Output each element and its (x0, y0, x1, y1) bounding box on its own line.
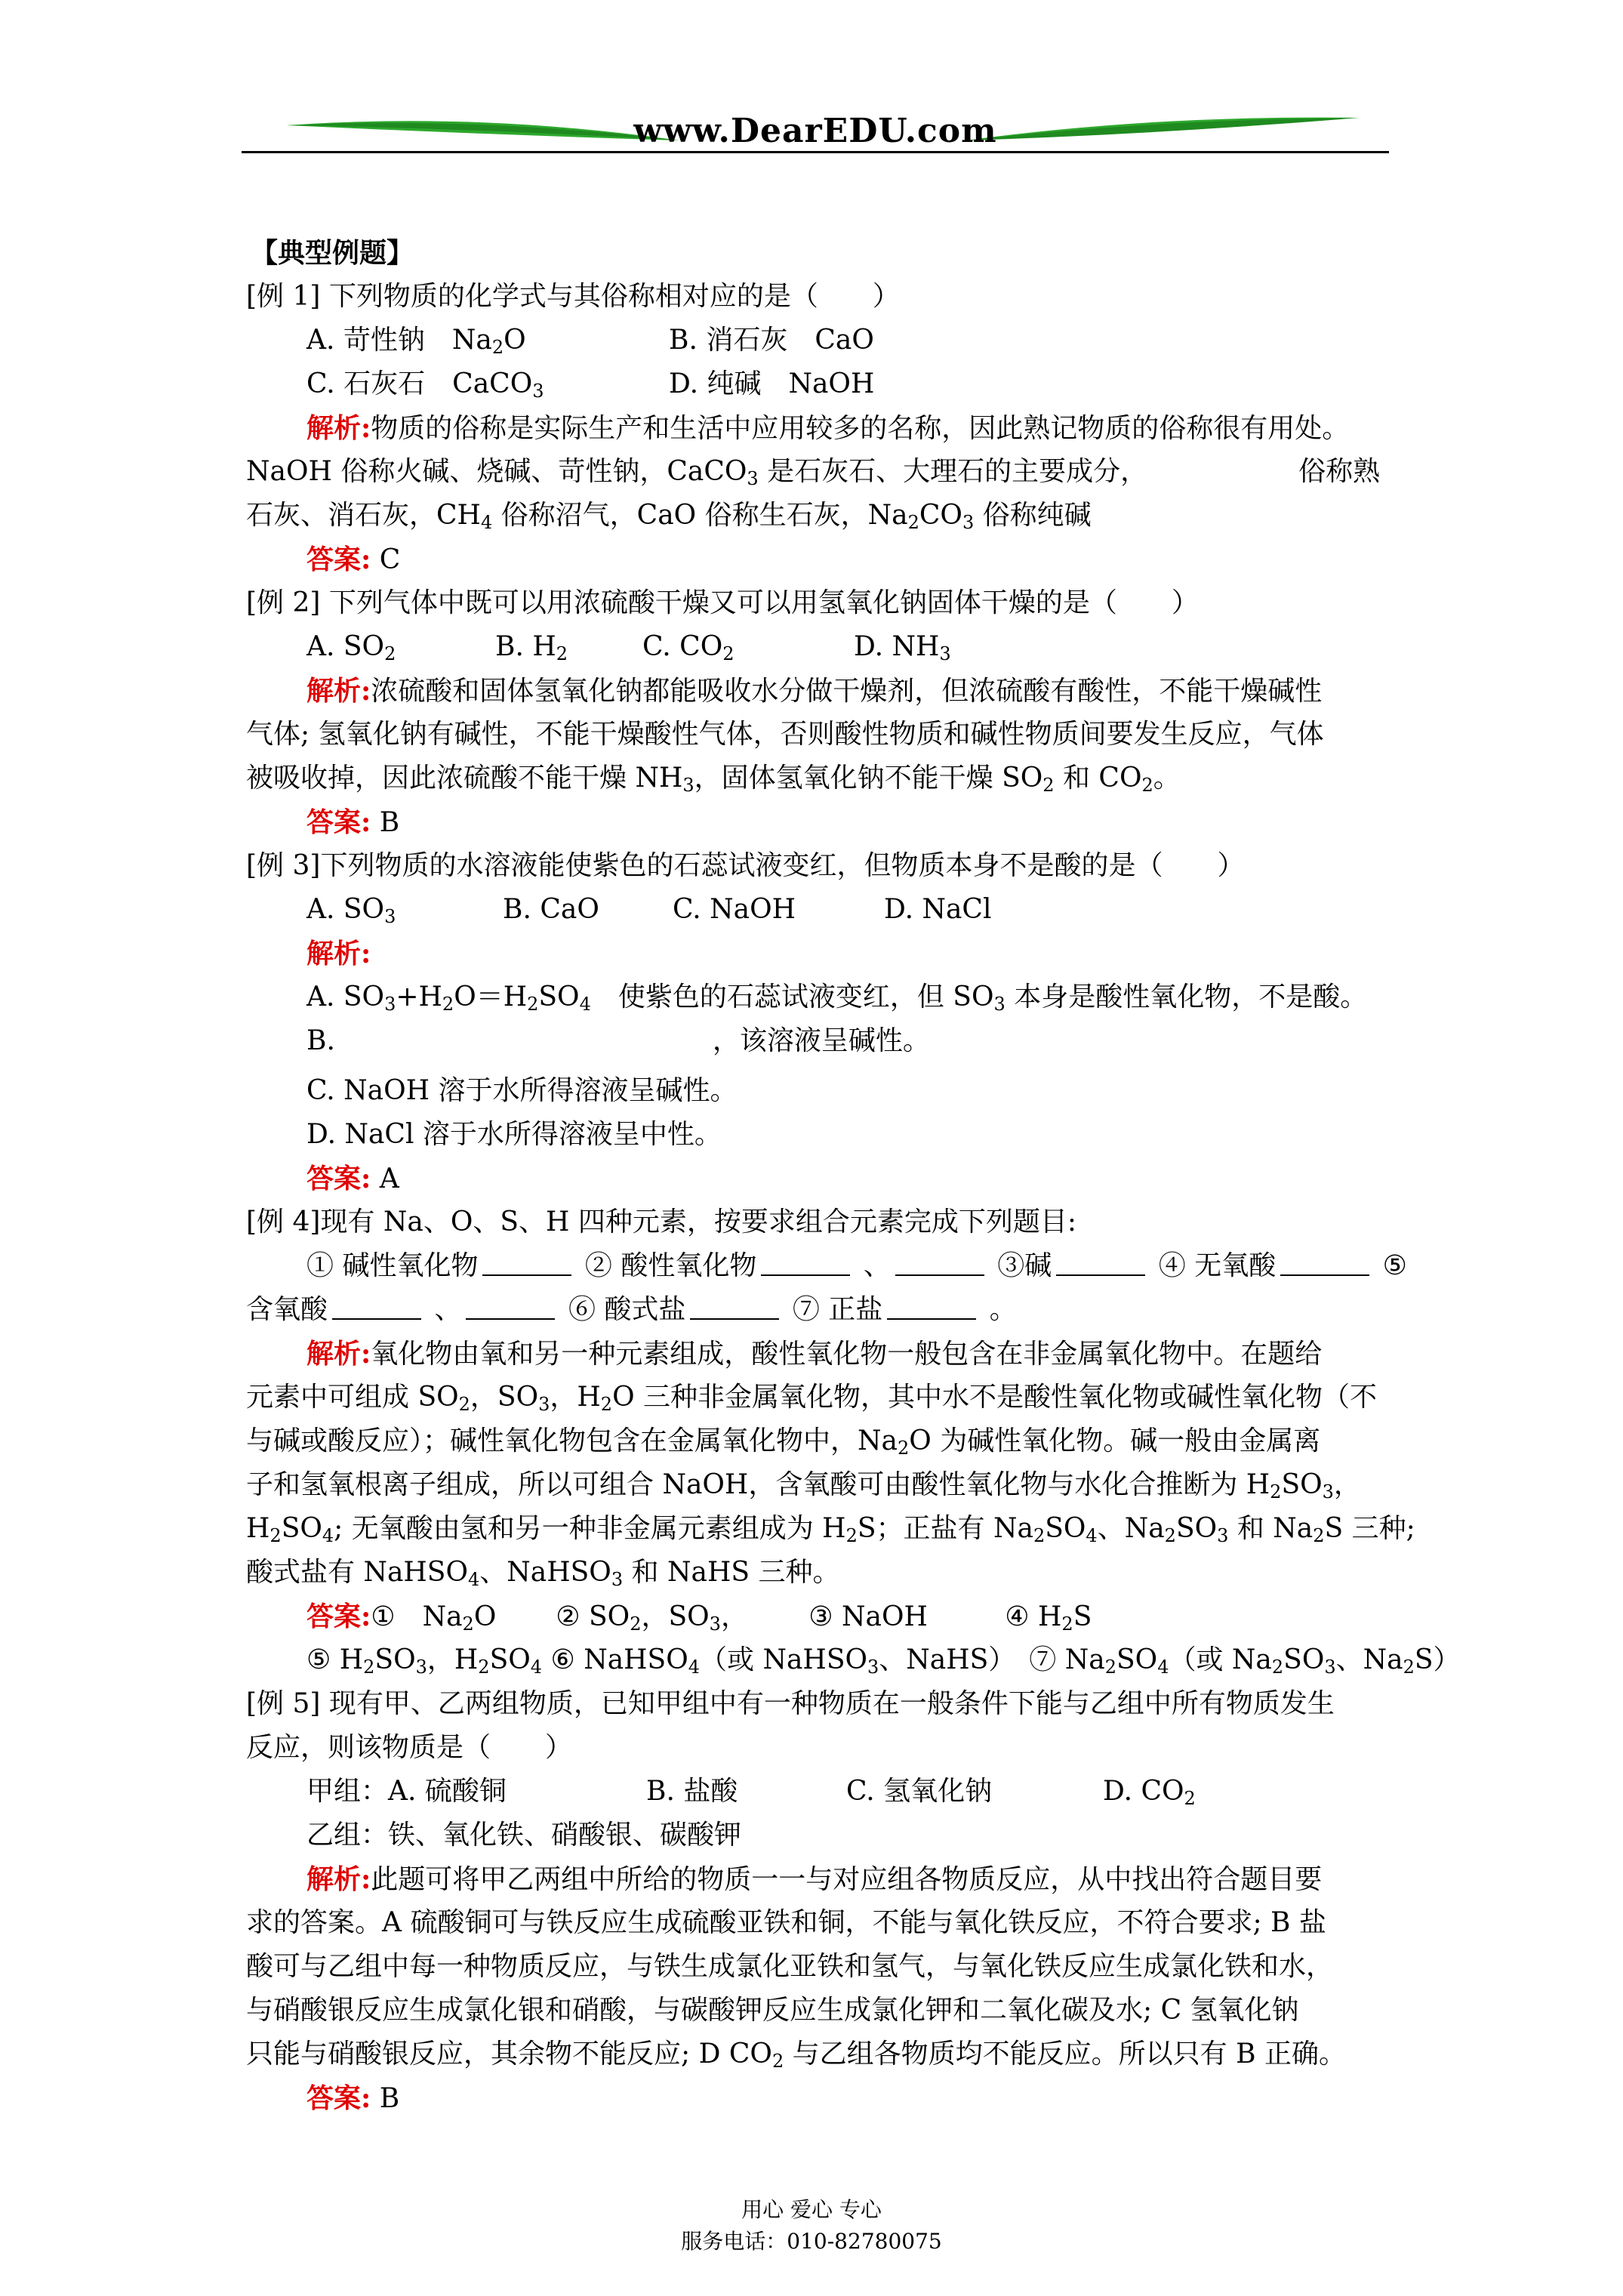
example-4-analysis-line6: 酸式盐有 NaHSO$_4$、NaHSO$_3$ 和 NaHS 三种。 (246, 1557, 840, 1590)
footer-phone: 服务电话：010-82780075 (681, 2229, 942, 2254)
example-5-answer: 答案: B (306, 2082, 400, 2114)
example-3-analysis-a: A. $SO_3+H_2O=H_2SO_4$ 使紫色的石蕊试液变红，但 $SO_3$ 本身是酸性氧化物，不是酸。 (306, 982, 1368, 1015)
example-4-question: [例 4]现有 Na、O、S、H 四种元素，按要求组合元素完成下列题目: (246, 1207, 1076, 1237)
page-footer (0, 2194, 1623, 2257)
example-4-analysis-line3: 与碱或酸反应）；碱性氧化物包含在金属氧化物中，$Na_2O$ 为碱性氧化物。碱一般由金属离 (246, 1425, 1321, 1459)
example-1-options-cd: C. 石灰石 CaCO$_3$ D. 纯碱 NaOH (306, 368, 875, 402)
example-5-analysis-line3: 酸可与乙组中每一种物质反应，与铁生成氯化亚铁和氢气，与氧化铁反应生成氯化铁和水， (246, 1951, 1334, 1982)
example-1-analysis-line3: 石灰、消石灰，$CH_4$ 俗称沼气，CaO 俗称生石灰，$Na_2CO_3$ 俗称纯碱 (246, 500, 1092, 533)
answer-blank (1056, 1252, 1145, 1276)
example-3-question: [例 3]下列物质的水溶液能使紫色的石蕊试液变红，但物质本身不是酸的是（ ） (246, 850, 1245, 881)
example-3-answer: 答案: A (306, 1163, 399, 1194)
example-2-answer: 答案: B (306, 806, 400, 838)
answer-blank (332, 1296, 421, 1320)
example-3-analysis-label: 解析: (306, 938, 371, 969)
answer-blank (887, 1296, 976, 1320)
example-4-answer-line1: 答案:① $Na_2O$ ② $SO_2$，$SO_3$， ③ NaOH ④ $H_2S$ (306, 1601, 1092, 1635)
example-3-options: A. $SO_3$ B. CaO C. NaOH D. NaCl (306, 894, 992, 927)
example-5-question-line2: 反应，则该物质是（ ） (246, 1732, 573, 1763)
answer-blank (482, 1252, 571, 1276)
page-header (242, 106, 1389, 166)
example-5-analysis: 解析:此题可将甲乙两组中所给的物质一一与对应组各物质反应，从中找出符合题目要 (306, 1863, 1323, 1895)
answer-blank (895, 1252, 984, 1276)
answer-blank (761, 1252, 850, 1276)
example-3-analysis-d: D. NaCl 溶于水所得溶液呈中性。 (306, 1119, 722, 1150)
example-2-options: A. $SO_2$ B. $H_2$ C. $CO_2$ D. $NH_3$ (306, 631, 951, 664)
header-rule (242, 151, 1389, 153)
example-4-analysis: 解析:氧化物由氧和另一种元素组成，酸性氧化物一般包含在非金属氧化物中。在题给 (306, 1338, 1323, 1370)
example-5-analysis-line5: 只能与硝酸银反应，其余物不能反应; D $CO_2$ 与乙组各物质均不能反应。所以只有 B 正确。 (246, 2039, 1347, 2072)
example-1-question: [例 1] 下列物质的化学式与其俗称相对应的是（ ） (246, 281, 900, 312)
example-1-analysis-line2: NaOH 俗称火碱、烧碱、苛性钠，CaCO$_3$ 是石灰石、大理石的主要成分， 俗称熟 (246, 456, 1381, 489)
example-2-analysis-line2: 气体; 氢氧化钠有碱性，不能干燥酸性气体，否则酸性物质和碱性物质间要发生反应，气体 (246, 719, 1324, 750)
example-4-blanks-line1: ① 碱性氧化物 ② 酸性氧化物 、 ③碱 ④ 无氧酸 ⑤ (306, 1250, 1407, 1281)
section-title: 【典型例题】 (251, 237, 414, 269)
example-5-analysis-line4: 与硝酸银反应生成氯化银和硝酸，与碳酸钾反应生成氯化钾和二氧化碳及水; C 氢氧化钠 (246, 1995, 1299, 2026)
footer-slogan: 用心 爱心 专心 (741, 2197, 882, 2222)
site-logo-text: www.DearEDU.com (633, 112, 997, 150)
example-4-analysis-line4: 子和氢氧根离子组成，所以可组合 NaOH，含氧酸可由酸性氧化物与水化合推断为 $H_2SO_3$， (246, 1469, 1361, 1502)
example-5-analysis-line2: 求的答案。A 硫酸铜可与铁反应生成硫酸亚铁和铜，不能与氧化铁反应，不符合要求; B 盐 (246, 1907, 1326, 1938)
example-1-analysis: 解析:物质的俗称是实际生产和生活中应用较多的名称，因此熟记物质的俗称很有用处。 (306, 412, 1350, 444)
example-4-blanks-line2: 含氧酸 、 ⑥ 酸式盐 ⑦ 正盐 。 (246, 1294, 1017, 1325)
example-4-analysis-line5: $H_2SO_4$; 无氧酸由氢和另一种非金属元素组成为 $H_2S$；正盐有 $Na_2SO_4$、$Na_2SO_3$ 和 $Na_2S$ 三种; (246, 1513, 1415, 1546)
example-2-question: [例 2] 下列气体中既可以用浓硫酸干燥又可以用氢氧化钠固体干燥的是（ ） (246, 587, 1199, 618)
example-4-analysis-line2: 元素中可组成 $SO_2$，$SO_3$，$H_2O$ 三种非金属氧化物，其中水不是酸性氧化物或碱性氧化物（不 (246, 1382, 1378, 1415)
example-5-question: [例 5] 现有甲、乙两组物质，已知甲组中有一种物质在一般条件下能与乙组中所有物质发生 (246, 1688, 1335, 1719)
example-4-answer-line2: ⑤ $H_2SO_3$，$H_2SO_4$ ⑥ NaHSO$_4$（或 NaHSO$_3$、NaHS） ⑦ $Na_2SO_4$（或 $Na_2SO_3$、$Na_2S$） (306, 1644, 1461, 1678)
answer-blank (690, 1296, 779, 1320)
example-1-options-ab: A. 苛性钠 $Na_2O$ B. 消石灰 CaO (306, 325, 874, 358)
example-5-group-a: 甲组：A. 硫酸铜 B. 盐酸 C. 氢氧化钠 D. $CO_2$ (306, 1776, 1196, 1809)
example-2-analysis: 解析:浓硫酸和固体氢氧化钠都能吸收水分做干燥剂，但浓硫酸有酸性，不能干燥碱性 (306, 675, 1323, 707)
answer-blank (466, 1296, 555, 1320)
example-5-group-b: 乙组：铁、氧化铁、硝酸银、碳酸钾 (306, 1820, 742, 1851)
example-1-answer: 答案: C (306, 544, 401, 575)
example-2-analysis-line3: 被吸收掉，因此浓硫酸不能干燥 $NH_3$，固体氢氧化钠不能干燥 $SO_2$ 和 $CO_2$。 (246, 763, 1181, 796)
example-3-analysis-c: C. NaOH 溶于水所得溶液呈碱性。 (306, 1075, 738, 1106)
document-body (246, 231, 1529, 2120)
answer-blank (1280, 1252, 1369, 1276)
example-3-analysis-b: B. ，该溶液呈碱性。 (306, 1025, 930, 1056)
